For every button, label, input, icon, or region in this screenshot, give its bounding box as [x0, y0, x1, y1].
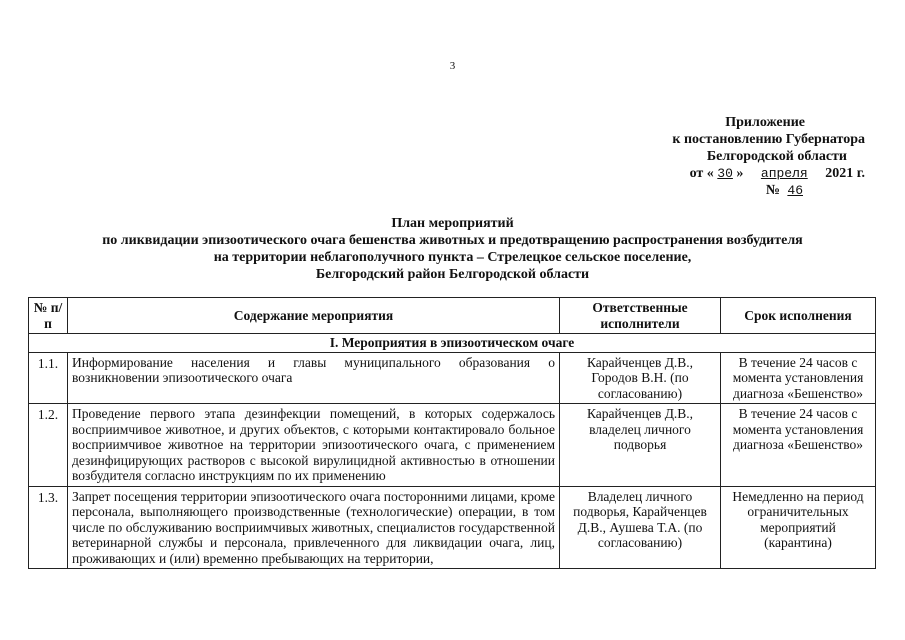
row-content: Информирование населения и главы муниципального образования о возникновении эпизоотического очага — [68, 352, 560, 404]
header-num: № п/п — [29, 298, 68, 334]
table-row — [29, 404, 876, 487]
appendix-region: Белгородской области — [706, 149, 847, 164]
appendix-decree: к постановлению Губернатора — [672, 132, 865, 147]
appendix-header — [565, 114, 865, 199]
row-term: Немедленно на период ограничительных мероприятий (карантина) — [721, 486, 876, 569]
appendix-title: Приложение — [725, 115, 805, 130]
date-day: 30 — [717, 166, 733, 181]
row-responsible: Карайченцев Д.В., владелец личного подворья — [560, 404, 721, 487]
section-row — [29, 334, 876, 353]
table-row — [29, 486, 876, 569]
decree-number: 46 — [787, 183, 803, 198]
row-responsible: Карайченцев Д.В., Городов В.Н. (по согласованию) — [560, 352, 721, 404]
section-title: I. Мероприятия в эпизоотическом очаге — [29, 334, 876, 353]
table-header-row — [29, 298, 876, 334]
row-responsible: Владелец личного подворья, Карайченцев Д.В., Аушева Т.А. (по согласованию) — [560, 486, 721, 569]
page-number: 3 — [449, 60, 456, 72]
plan-title: План мероприятий по ликвидации эпизоотического очага бешенства животных и предотвращению распространения возбудителя на территории неблагополучного пункта – Стрелецкое сельское поселение, Белгородский район Белгородской области — [102, 216, 803, 282]
header-content: Содержание мероприятия — [68, 298, 560, 334]
date-year: 2021 г. — [825, 166, 865, 181]
header-responsible: Ответственные исполнители — [560, 298, 721, 334]
row-term: В течение 24 часов с момента установления диагноза «Бешенство» — [721, 404, 876, 487]
row-term: В течение 24 часов с момента установления диагноза «Бешенство» — [721, 352, 876, 404]
row-num: 1.1. — [29, 352, 68, 404]
table-row — [29, 352, 876, 404]
row-num: 1.3. — [29, 486, 68, 569]
row-content: Запрет посещения территории эпизоотического очага посторонними лицами, кроме персонала, выполняющего производственные (технологические) операции, в том числе по обслуживанию восприимчивых животных, специалистов государственной ветеринарной службы и персонала, привлеченного для ликвидации очага, лиц, проживающих и (или) временно пребывающих на территории, — [68, 486, 560, 569]
appendix-date: от « 30 » апреля 2021 г. — [689, 166, 865, 181]
row-content: Проведение первого этапа дезинфекции помещений, в которых содержалось восприимчивое животное, и других объектов, с которыми контактировало больное восприимчивое животное на территории эпизоотического очага, с применением дезинфицирующих растворов с высокой вирулицидной активностью в отношении возбудителя согласно инструкциям по их применению — [68, 404, 560, 487]
date-month: апреля — [760, 166, 808, 181]
row-num: 1.2. — [29, 404, 68, 487]
header-term: Срок исполнения — [721, 298, 876, 334]
measures-table — [28, 297, 876, 569]
appendix-number: № 46 — [565, 182, 865, 199]
